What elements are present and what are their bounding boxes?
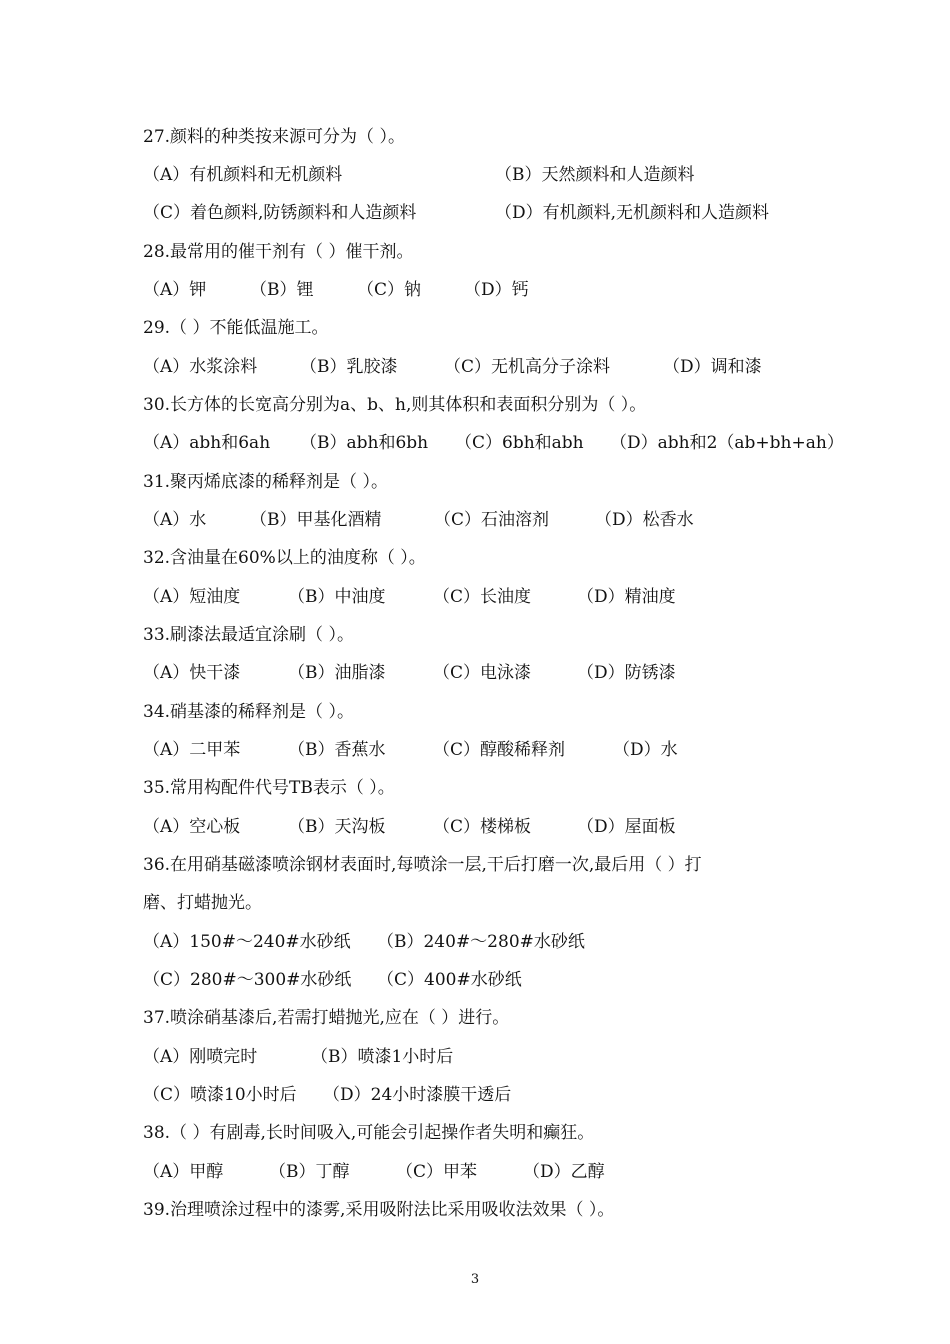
option-c: （C）无机高分子涂料 <box>444 357 611 377</box>
option-c-second: （C）400#水砂纸 <box>377 970 522 990</box>
option-c: （C）石油溶剂 <box>434 510 550 530</box>
option-b: （B）丁醇 <box>269 1162 350 1182</box>
question-28-stem: 28.最常用的催干剂有（ ）催干剂。 <box>143 242 414 262</box>
option-a: （A）甲醇 <box>143 1162 224 1182</box>
option-c: （C）280#～300#水砂纸 <box>143 970 352 990</box>
option-b: （B）乳胶漆 <box>300 357 398 377</box>
option-a: （A）150#～240#水砂纸 <box>143 932 351 952</box>
option-b: （B）油脂漆 <box>288 663 386 683</box>
option-c: （C）电泳漆 <box>433 663 532 683</box>
option-d: （D）乙醇 <box>523 1162 605 1182</box>
option-c: （C）钠 <box>357 280 422 300</box>
option-b: （B）中油度 <box>288 587 386 607</box>
option-b: （B）天沟板 <box>288 817 386 837</box>
option-c: （C）喷漆10小时后 <box>143 1085 297 1105</box>
question-32-stem: 32.含油量在60%以上的油度称（ ）。 <box>143 548 426 568</box>
option-d: （D）防锈漆 <box>577 663 676 683</box>
question-37-stem: 37.喷涂硝基漆后,若需打蜡抛光,应在（ ）进行。 <box>143 1008 510 1028</box>
option-b: （B）天然颜料和人造颜料 <box>495 165 695 185</box>
question-29-stem: 29.（ ）不能低温施工。 <box>143 318 329 338</box>
option-a: （A）水 <box>143 510 207 530</box>
option-a: （A）有机颜料和无机颜料 <box>143 165 343 185</box>
option-d: （D）有机颜料,无机颜料和人造颜料 <box>495 203 770 223</box>
option-a: （A）钾 <box>143 280 207 300</box>
option-a: （A）短油度 <box>143 587 241 607</box>
question-34-stem: 34.硝基漆的稀释剂是（ ）。 <box>143 702 354 722</box>
option-d: （D）水 <box>613 740 678 760</box>
option-c: （C）楼梯板 <box>433 817 532 837</box>
option-b: （B）abh和6bh <box>300 433 429 453</box>
question-36-stem: 36.在用硝基磁漆喷涂钢材表面时,每喷涂一层,干后打磨一次,最后用（ ）打 <box>143 855 702 875</box>
option-d: （D）精油度 <box>577 587 676 607</box>
option-a: （A）空心板 <box>143 817 241 837</box>
option-c: （C）醇酸稀释剂 <box>433 740 566 760</box>
option-d: （D）调和漆 <box>663 357 762 377</box>
option-c: （C）甲苯 <box>396 1162 478 1182</box>
option-d: （D）24小时漆膜干透后 <box>323 1085 512 1105</box>
question-38-stem: 38.（ ）有剧毒,长时间吸入,可能会引起操作者失明和癫狂。 <box>143 1123 595 1143</box>
question-31-stem: 31.聚丙烯底漆的稀释剂是（ ）。 <box>143 472 388 492</box>
option-d: （D）松香水 <box>595 510 694 530</box>
option-b: （B）甲基化酒精 <box>250 510 382 530</box>
option-c: （C）长油度 <box>433 587 532 607</box>
option-d: （D）钙 <box>464 280 529 300</box>
option-a: （A）水浆涂料 <box>143 357 258 377</box>
question-30-stem: 30.长方体的长宽高分别为a、b、h,则其体积和表面积分别为（ ）。 <box>143 395 647 415</box>
option-b: （B）锂 <box>250 280 314 300</box>
question-39-stem: 39.治理喷涂过程中的漆雾,采用吸附法比采用吸收法效果（ ）。 <box>143 1200 615 1220</box>
question-36-stem-continued: 磨、打蜡抛光。 <box>143 893 262 913</box>
option-c: （C）着色颜料,防锈颜料和人造颜料 <box>143 203 417 223</box>
option-b: （B）240#～280#水砂纸 <box>377 932 585 952</box>
option-c: （C）6bh和abh <box>455 433 584 453</box>
option-b: （B）喷漆1小时后 <box>311 1047 454 1067</box>
option-a: （A）abh和6ah <box>143 433 271 453</box>
option-a: （A）快干漆 <box>143 663 241 683</box>
option-a: （A）二甲苯 <box>143 740 241 760</box>
question-35-stem: 35.常用构配件代号TB表示（ ）。 <box>143 778 395 798</box>
question-27-stem: 27.颜料的种类按来源可分为（ ）。 <box>143 127 405 147</box>
option-b: （B）香蕉水 <box>288 740 386 760</box>
option-d: （D）屋面板 <box>577 817 676 837</box>
page-number: 3 <box>470 1272 480 1287</box>
question-33-stem: 33.刷漆法最适宜涂刷（ ）。 <box>143 625 354 645</box>
option-a: （A）刚喷完时 <box>143 1047 258 1067</box>
option-d: （D）abh和2（ab+bh+ah） <box>610 433 844 453</box>
